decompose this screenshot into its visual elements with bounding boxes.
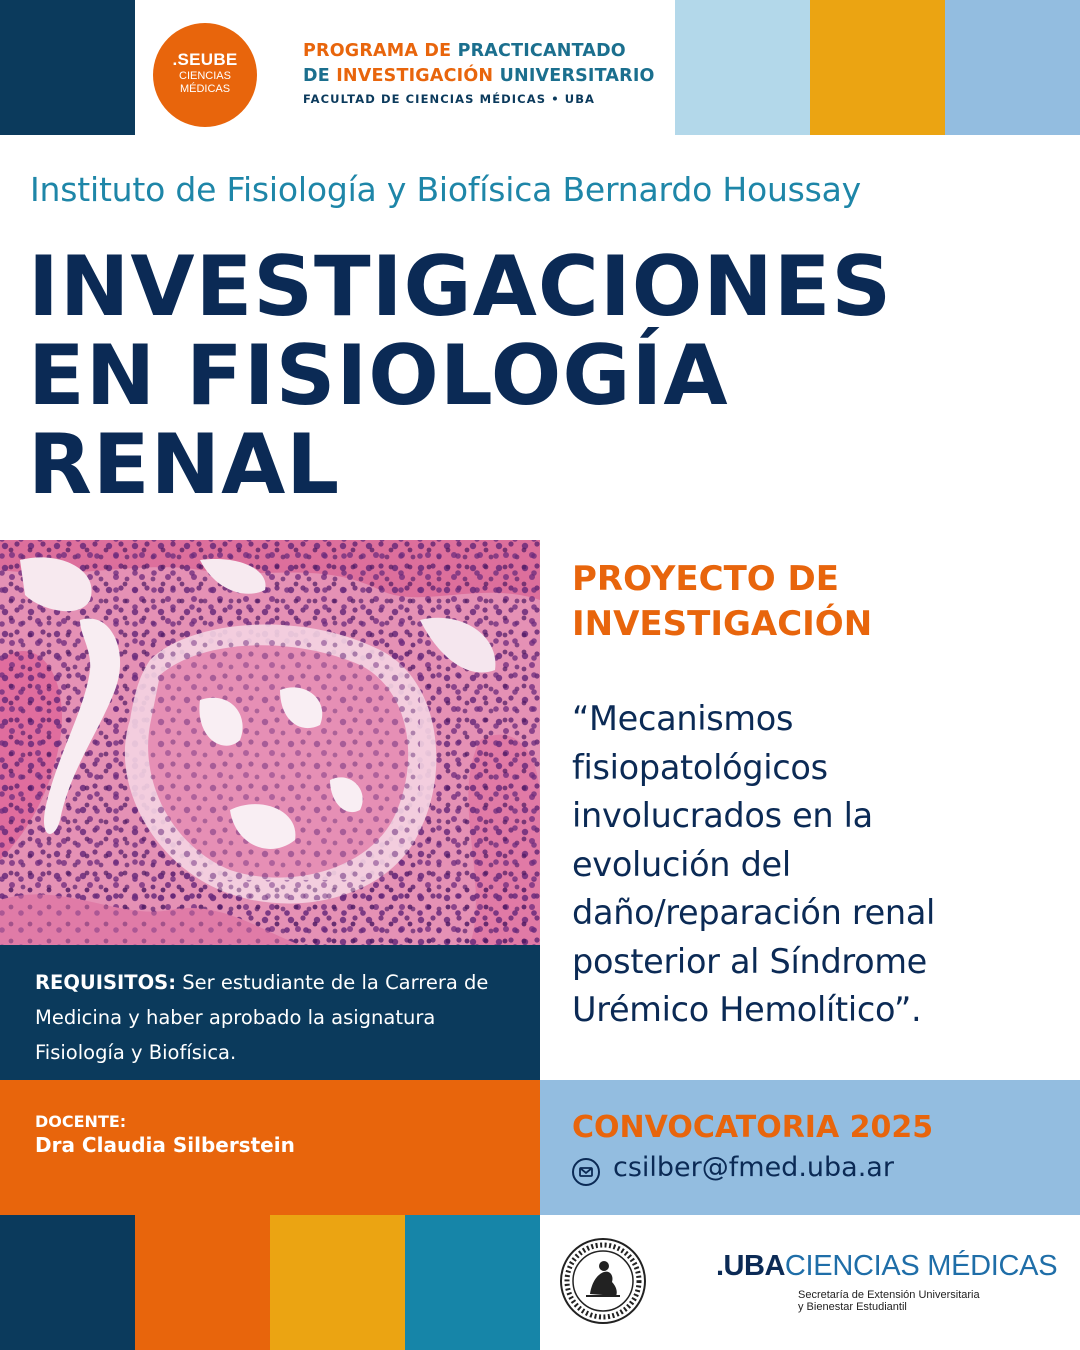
quote-line: daño/reparación renal xyxy=(572,893,936,932)
top-light-blue-block xyxy=(675,0,810,135)
program-title-part: PRACTICANTADO xyxy=(457,41,626,61)
program-title-line2 xyxy=(303,66,655,86)
seube-logo xyxy=(153,23,257,127)
call-box xyxy=(540,1080,1080,1215)
quote-line: Urémico Hemolítico”. xyxy=(572,990,922,1029)
uba-secretariat xyxy=(798,1289,980,1313)
top-left-color-block xyxy=(0,0,135,135)
quote-line: fisiopatológicos xyxy=(572,747,828,787)
seube-logo-line2: MÉDICAS xyxy=(179,83,231,95)
teacher-label: DOCENTE: xyxy=(35,1112,127,1131)
uba-secretariat-line: Secretaría de Extensión Universitaria xyxy=(798,1289,980,1301)
program-title-part: PROGRAMA DE xyxy=(303,41,458,61)
program-title-line1 xyxy=(303,41,626,61)
bottom-teal-block xyxy=(405,1215,540,1350)
requirements-box xyxy=(0,945,540,1080)
histology-illustration xyxy=(0,540,540,945)
uba-brand-light: CIENCIAS MÉDICAS xyxy=(784,1250,1058,1282)
project-title xyxy=(572,557,872,647)
top-blue-block xyxy=(945,0,1080,135)
institute-name: Instituto de Fisiología y Biofísica Bernardo Houssay xyxy=(30,170,862,209)
faculty-line: FACULTAD DE CIENCIAS MÉDICAS • UBA xyxy=(303,92,596,106)
program-title-part: DE xyxy=(303,66,337,86)
uba-seal-graphic xyxy=(558,1236,648,1326)
requirements-text: Ser estudiante de la Carrera de Medicina y haber aprobado la asignatura Fisiología y Biofísica. xyxy=(35,971,489,1064)
quote-line: posterior al Síndrome xyxy=(572,941,927,981)
bottom-orange-block xyxy=(135,1215,270,1350)
teacher-name: Dra Claudia Silberstein xyxy=(35,1133,295,1157)
headline-line: RENAL xyxy=(28,416,341,513)
program-title-part: INVESTIGACIÓN xyxy=(336,66,500,86)
main-headline xyxy=(28,238,1068,513)
seube-logo-brand: .SEUBE xyxy=(172,50,238,69)
mail-icon-glyph xyxy=(574,1160,598,1184)
program-title-part: UNIVERSITARIO xyxy=(499,66,655,86)
headline-line: INVESTIGACIONES xyxy=(28,238,893,335)
contact-email[interactable]: csilber@fmed.uba.ar xyxy=(613,1152,894,1183)
requirements-label: REQUISITOS: xyxy=(35,971,177,994)
seube-logo-line1: CIENCIAS xyxy=(179,70,231,82)
top-gold-block xyxy=(810,0,945,135)
uba-seal-icon xyxy=(558,1236,648,1326)
project-title-line: PROYECTO DE xyxy=(572,559,839,599)
call-title: CONVOCATORIA 2025 xyxy=(572,1110,934,1145)
quote-line: evolución del xyxy=(572,844,791,884)
headline-line: EN FISIOLOGÍA xyxy=(28,327,729,424)
bottom-navy-block xyxy=(0,1215,135,1350)
project-title-line: INVESTIGACIÓN xyxy=(572,604,873,644)
uba-brand-bold: .UBA xyxy=(716,1250,785,1282)
project-quote xyxy=(572,695,1072,1035)
kidney-histology-image xyxy=(0,540,540,945)
quote-line: “Mecanismos xyxy=(572,699,794,738)
bottom-gold-block xyxy=(270,1215,405,1350)
uba-brand-logo xyxy=(716,1250,1057,1283)
mail-icon xyxy=(572,1158,600,1186)
quote-line: involucrados en la xyxy=(572,796,873,835)
uba-secretariat-line: y Bienestar Estudiantil xyxy=(798,1301,907,1313)
teacher-box xyxy=(0,1080,540,1215)
